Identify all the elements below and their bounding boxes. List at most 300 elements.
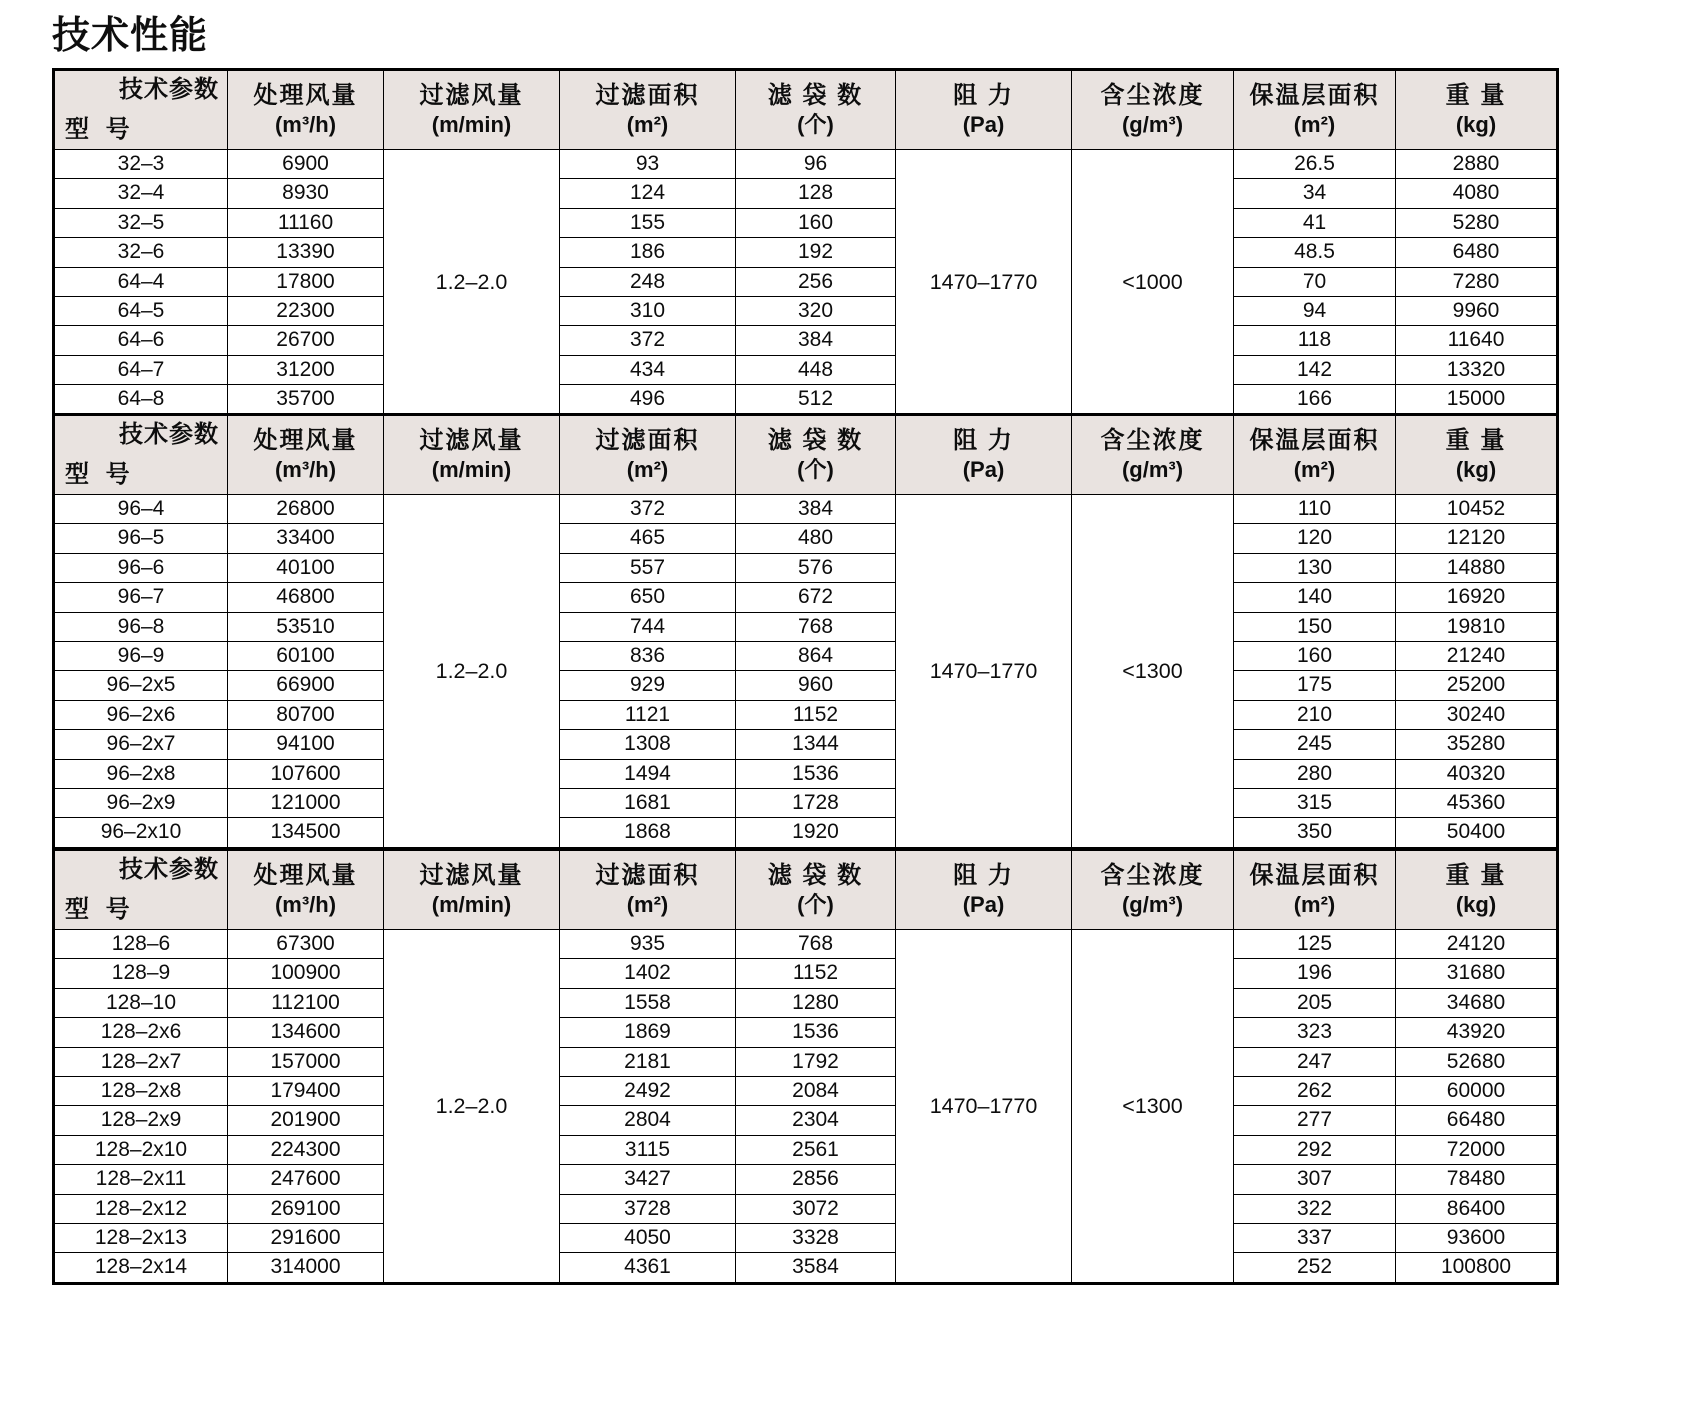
header-flow-unit: (m³/h)	[274, 892, 337, 918]
cell-filter-area: 372	[560, 495, 736, 524]
cell-weight: 24120	[1396, 930, 1558, 959]
cell-weight: 66480	[1396, 1106, 1558, 1135]
header-insulation-unit: (m²)	[1293, 457, 1336, 483]
cell-insulation: 34	[1234, 179, 1396, 208]
header-flow	[228, 70, 384, 150]
cell-filter-area: 434	[560, 355, 736, 384]
header-dust-unit: (g/m³)	[1121, 457, 1184, 483]
table-2-body	[54, 495, 1558, 849]
header-insulation-unit: (m²)	[1293, 892, 1336, 918]
cell-insulation: 150	[1234, 612, 1396, 641]
header-resistance-unit: (Pa)	[962, 457, 1005, 483]
cell-weight: 19810	[1396, 612, 1558, 641]
cell-bags: 480	[736, 524, 896, 553]
header-filter-area	[560, 850, 736, 930]
header-resistance	[896, 70, 1072, 150]
table-2-header	[54, 415, 1558, 495]
cell-filter-area: 186	[560, 238, 736, 267]
header-dust	[1072, 850, 1234, 930]
table-row	[54, 930, 1558, 959]
cell-flow: 40100	[228, 553, 384, 582]
header-weight-name: 重 量	[1445, 82, 1507, 110]
header-bags-unit: (个)	[797, 892, 834, 918]
cell-flow: 26700	[228, 326, 384, 355]
cell-weight: 31680	[1396, 959, 1558, 988]
cell-flow: 121000	[228, 789, 384, 818]
cell-filter-area: 1558	[560, 988, 736, 1017]
cell-weight: 72000	[1396, 1135, 1558, 1164]
header-bags	[736, 850, 896, 930]
cell-flow: 66900	[228, 671, 384, 700]
cell-bags: 384	[736, 495, 896, 524]
header-flow-unit: (m³/h)	[274, 112, 337, 138]
cell-model: 64–6	[54, 326, 228, 355]
cell-bags: 768	[736, 930, 896, 959]
spec-table-1-wrapper	[52, 68, 1559, 417]
header-filter-speed-unit: (m/min)	[431, 457, 512, 483]
header-weight-name: 重 量	[1445, 862, 1507, 890]
header-insulation-unit: (m²)	[1293, 112, 1336, 138]
cell-flow: 80700	[228, 700, 384, 729]
cell-bags: 1792	[736, 1047, 896, 1076]
table-row	[54, 326, 1558, 355]
cell-insulation: 307	[1234, 1165, 1396, 1194]
corner-bottom-label: 型 号	[65, 116, 135, 143]
table-row	[54, 612, 1558, 641]
cell-model: 96–8	[54, 612, 228, 641]
cell-bags: 1920	[736, 818, 896, 848]
cell-bags: 1536	[736, 1018, 896, 1047]
header-resistance-name: 阻 力	[953, 82, 1014, 110]
cell-filter-area: 155	[560, 208, 736, 237]
header-filter-area-unit: (m²)	[626, 457, 669, 483]
cell-model: 128–2x12	[54, 1194, 228, 1223]
cell-resistance: 1470–1770	[896, 930, 1072, 1284]
cell-bags: 320	[736, 297, 896, 326]
table-3-body	[54, 930, 1558, 1284]
cell-bags: 1152	[736, 959, 896, 988]
header-resistance-unit: (Pa)	[962, 892, 1005, 918]
cell-filter-speed: 1.2–2.0	[384, 495, 560, 849]
cell-model: 128–2x14	[54, 1253, 228, 1283]
cell-model: 128–9	[54, 959, 228, 988]
cell-insulation: 26.5	[1234, 150, 1396, 179]
cell-filter-area: 1869	[560, 1018, 736, 1047]
header-weight	[1396, 850, 1558, 930]
header-flow	[228, 415, 384, 495]
header-weight-unit: (kg)	[1455, 457, 1497, 483]
table-row	[54, 818, 1558, 848]
cell-flow: 67300	[228, 930, 384, 959]
header-filter-speed-name: 过滤风量	[419, 862, 524, 890]
table-1-body	[54, 150, 1558, 416]
cell-insulation: 70	[1234, 267, 1396, 296]
table-row	[54, 642, 1558, 671]
cell-flow: 100900	[228, 959, 384, 988]
table-row	[54, 1106, 1558, 1135]
cell-model: 96–2x10	[54, 818, 228, 848]
header-resistance	[896, 850, 1072, 930]
cell-model: 64–4	[54, 267, 228, 296]
cell-model: 64–7	[54, 355, 228, 384]
cell-insulation: 205	[1234, 988, 1396, 1017]
cell-filter-area: 1308	[560, 730, 736, 759]
header-filter-speed	[384, 70, 560, 150]
header-flow-unit: (m³/h)	[274, 457, 337, 483]
header-insulation-name: 保温层面积	[1249, 427, 1380, 455]
cell-bags: 768	[736, 612, 896, 641]
table-row	[54, 1018, 1558, 1047]
header-dust	[1072, 70, 1234, 150]
header-flow-name: 处理风量	[253, 82, 358, 110]
cell-weight: 6480	[1396, 238, 1558, 267]
table-row	[54, 988, 1558, 1017]
cell-bags: 3584	[736, 1253, 896, 1283]
spec-table-2-wrapper	[52, 413, 1559, 850]
cell-flow: 26800	[228, 495, 384, 524]
cell-insulation: 262	[1234, 1077, 1396, 1106]
cell-flow: 179400	[228, 1077, 384, 1106]
spec-table-3	[52, 848, 1559, 1285]
cell-flow: 33400	[228, 524, 384, 553]
cell-bags: 672	[736, 583, 896, 612]
header-bags	[736, 70, 896, 150]
cell-flow: 35700	[228, 385, 384, 415]
cell-filter-area: 248	[560, 267, 736, 296]
table-row	[54, 1047, 1558, 1076]
cell-filter-area: 2804	[560, 1106, 736, 1135]
cell-flow: 157000	[228, 1047, 384, 1076]
cell-filter-area: 4361	[560, 1253, 736, 1283]
cell-bags: 576	[736, 553, 896, 582]
cell-bags: 512	[736, 385, 896, 415]
cell-weight: 43920	[1396, 1018, 1558, 1047]
cell-flow: 6900	[228, 150, 384, 179]
cell-insulation: 160	[1234, 642, 1396, 671]
table-row	[54, 355, 1558, 384]
cell-bags: 3328	[736, 1224, 896, 1253]
cell-weight: 14880	[1396, 553, 1558, 582]
cell-model: 128–6	[54, 930, 228, 959]
header-filter-area-unit: (m²)	[626, 892, 669, 918]
cell-flow: 134500	[228, 818, 384, 848]
cell-filter-area: 557	[560, 553, 736, 582]
header-flow-name: 处理风量	[253, 427, 358, 455]
cell-filter-area: 2492	[560, 1077, 736, 1106]
header-weight-name: 重 量	[1445, 427, 1507, 455]
header-filter-speed	[384, 415, 560, 495]
cell-model: 96–2x6	[54, 700, 228, 729]
cell-filter-speed: 1.2–2.0	[384, 150, 560, 416]
header-insulation	[1234, 850, 1396, 930]
header-dust-unit: (g/m³)	[1121, 112, 1184, 138]
cell-insulation: 110	[1234, 495, 1396, 524]
cell-model: 96–6	[54, 553, 228, 582]
header-weight	[1396, 70, 1558, 150]
table-row	[54, 1077, 1558, 1106]
cell-weight: 34680	[1396, 988, 1558, 1017]
table-row	[54, 150, 1558, 179]
header-bags-unit: (个)	[797, 457, 834, 483]
cell-weight: 16920	[1396, 583, 1558, 612]
cell-bags: 864	[736, 642, 896, 671]
cell-filter-area: 372	[560, 326, 736, 355]
table-row	[54, 583, 1558, 612]
header-filter-area	[560, 70, 736, 150]
header-filter-speed-unit: (m/min)	[431, 112, 512, 138]
table-row	[54, 267, 1558, 296]
cell-flow: 269100	[228, 1194, 384, 1223]
corner-header-cell	[54, 850, 228, 930]
cell-insulation: 210	[1234, 700, 1396, 729]
cell-weight: 78480	[1396, 1165, 1558, 1194]
cell-filter-area: 935	[560, 930, 736, 959]
spec-table-2	[52, 413, 1559, 850]
cell-weight: 12120	[1396, 524, 1558, 553]
cell-filter-area: 310	[560, 297, 736, 326]
header-bags-name: 滤 袋 数	[767, 82, 864, 110]
table-row	[54, 759, 1558, 788]
cell-filter-area: 496	[560, 385, 736, 415]
cell-weight: 100800	[1396, 1253, 1558, 1283]
cell-model: 96–2x8	[54, 759, 228, 788]
header-insulation	[1234, 415, 1396, 495]
cell-insulation: 120	[1234, 524, 1396, 553]
cell-insulation: 196	[1234, 959, 1396, 988]
cell-weight: 7280	[1396, 267, 1558, 296]
cell-weight: 25200	[1396, 671, 1558, 700]
cell-weight: 50400	[1396, 818, 1558, 848]
cell-flow: 134600	[228, 1018, 384, 1047]
table-row	[54, 495, 1558, 524]
cell-model: 64–5	[54, 297, 228, 326]
cell-filter-area: 744	[560, 612, 736, 641]
corner-bottom-label: 型 号	[65, 896, 135, 923]
cell-insulation: 166	[1234, 385, 1396, 415]
cell-model: 128–2x9	[54, 1106, 228, 1135]
header-resistance	[896, 415, 1072, 495]
cell-flow: 112100	[228, 988, 384, 1017]
cell-bags: 96	[736, 150, 896, 179]
page-title: 技术性能	[52, 15, 209, 57]
cell-model: 32–6	[54, 238, 228, 267]
cell-bags: 2084	[736, 1077, 896, 1106]
header-bags-unit: (个)	[797, 112, 834, 138]
cell-flow: 107600	[228, 759, 384, 788]
table-row	[54, 671, 1558, 700]
corner-header-cell	[54, 415, 228, 495]
cell-resistance: 1470–1770	[896, 150, 1072, 416]
spec-table-3-wrapper	[52, 848, 1559, 1285]
cell-insulation: 140	[1234, 583, 1396, 612]
cell-insulation: 245	[1234, 730, 1396, 759]
header-row	[54, 415, 1558, 495]
header-flow-name: 处理风量	[253, 862, 358, 890]
cell-flow: 17800	[228, 267, 384, 296]
table-row	[54, 730, 1558, 759]
table-row	[54, 297, 1558, 326]
cell-weight: 4080	[1396, 179, 1558, 208]
cell-insulation: 247	[1234, 1047, 1396, 1076]
header-filter-speed-unit: (m/min)	[431, 892, 512, 918]
cell-model: 96–2x9	[54, 789, 228, 818]
cell-filter-area: 124	[560, 179, 736, 208]
table-1-header	[54, 70, 1558, 150]
cell-model: 96–4	[54, 495, 228, 524]
cell-filter-area: 2181	[560, 1047, 736, 1076]
cell-flow: 22300	[228, 297, 384, 326]
cell-filter-area: 3115	[560, 1135, 736, 1164]
cell-insulation: 280	[1234, 759, 1396, 788]
cell-flow: 53510	[228, 612, 384, 641]
header-dust	[1072, 415, 1234, 495]
header-filter-area-name: 过滤面积	[595, 427, 700, 455]
cell-insulation: 175	[1234, 671, 1396, 700]
cell-bags: 1280	[736, 988, 896, 1017]
header-insulation-name: 保温层面积	[1249, 862, 1380, 890]
cell-filter-area: 1494	[560, 759, 736, 788]
header-dust-name: 含尘浓度	[1100, 82, 1205, 110]
cell-flow: 11160	[228, 208, 384, 237]
cell-filter-area: 650	[560, 583, 736, 612]
table-row	[54, 553, 1558, 582]
table-row	[54, 524, 1558, 553]
cell-weight: 93600	[1396, 1224, 1558, 1253]
table-3-header	[54, 850, 1558, 930]
header-filter-area-name: 过滤面积	[595, 862, 700, 890]
cell-insulation: 252	[1234, 1253, 1396, 1283]
header-flow	[228, 850, 384, 930]
cell-flow: 60100	[228, 642, 384, 671]
header-filter-speed-name: 过滤风量	[419, 427, 524, 455]
cell-model: 32–5	[54, 208, 228, 237]
cell-weight: 52680	[1396, 1047, 1558, 1076]
cell-filter-area: 836	[560, 642, 736, 671]
cell-dust: <1300	[1072, 495, 1234, 849]
cell-model: 128–2x8	[54, 1077, 228, 1106]
cell-bags: 160	[736, 208, 896, 237]
cell-filter-area: 93	[560, 150, 736, 179]
cell-weight: 13320	[1396, 355, 1558, 384]
table-row	[54, 385, 1558, 415]
cell-flow: 46800	[228, 583, 384, 612]
cell-model: 32–4	[54, 179, 228, 208]
cell-filter-area: 4050	[560, 1224, 736, 1253]
cell-model: 128–10	[54, 988, 228, 1017]
cell-bags: 1728	[736, 789, 896, 818]
cell-filter-speed: 1.2–2.0	[384, 930, 560, 1284]
cell-flow: 291600	[228, 1224, 384, 1253]
cell-filter-area: 465	[560, 524, 736, 553]
cell-insulation: 292	[1234, 1135, 1396, 1164]
cell-insulation: 142	[1234, 355, 1396, 384]
header-filter-speed	[384, 850, 560, 930]
table-row	[54, 789, 1558, 818]
header-resistance-unit: (Pa)	[962, 112, 1005, 138]
cell-weight: 30240	[1396, 700, 1558, 729]
cell-flow: 314000	[228, 1253, 384, 1283]
corner-header-cell	[54, 70, 228, 150]
cell-resistance: 1470–1770	[896, 495, 1072, 849]
cell-model: 128–2x11	[54, 1165, 228, 1194]
corner-bottom-label: 型 号	[65, 461, 135, 488]
cell-model: 96–2x7	[54, 730, 228, 759]
cell-bags: 2304	[736, 1106, 896, 1135]
cell-weight: 60000	[1396, 1077, 1558, 1106]
cell-weight: 35280	[1396, 730, 1558, 759]
table-row	[54, 208, 1558, 237]
cell-model: 128–2x10	[54, 1135, 228, 1164]
cell-flow: 224300	[228, 1135, 384, 1164]
cell-flow: 94100	[228, 730, 384, 759]
cell-insulation: 350	[1234, 818, 1396, 848]
cell-model: 96–2x5	[54, 671, 228, 700]
cell-flow: 13390	[228, 238, 384, 267]
cell-dust: <1000	[1072, 150, 1234, 416]
cell-model: 32–3	[54, 150, 228, 179]
cell-filter-area: 1121	[560, 700, 736, 729]
cell-bags: 960	[736, 671, 896, 700]
cell-bags: 1344	[736, 730, 896, 759]
cell-model: 128–2x6	[54, 1018, 228, 1047]
header-weight-unit: (kg)	[1455, 112, 1497, 138]
cell-flow: 31200	[228, 355, 384, 384]
header-filter-area-unit: (m²)	[626, 112, 669, 138]
cell-filter-area: 3427	[560, 1165, 736, 1194]
cell-weight: 10452	[1396, 495, 1558, 524]
table-row	[54, 1165, 1558, 1194]
cell-filter-area: 3728	[560, 1194, 736, 1223]
header-bags	[736, 415, 896, 495]
cell-flow: 201900	[228, 1106, 384, 1135]
header-row	[54, 70, 1558, 150]
table-row	[54, 1194, 1558, 1223]
header-dust-name: 含尘浓度	[1100, 427, 1205, 455]
header-filter-area-name: 过滤面积	[595, 82, 700, 110]
cell-filter-area: 1681	[560, 789, 736, 818]
cell-weight: 5280	[1396, 208, 1558, 237]
cell-bags: 2561	[736, 1135, 896, 1164]
cell-model: 128–2x13	[54, 1224, 228, 1253]
cell-insulation: 48.5	[1234, 238, 1396, 267]
cell-model: 96–9	[54, 642, 228, 671]
cell-insulation: 337	[1234, 1224, 1396, 1253]
cell-bags: 3072	[736, 1194, 896, 1223]
cell-model: 64–8	[54, 385, 228, 415]
cell-flow: 8930	[228, 179, 384, 208]
cell-model: 96–7	[54, 583, 228, 612]
cell-model: 128–2x7	[54, 1047, 228, 1076]
header-row	[54, 850, 1558, 930]
cell-insulation: 322	[1234, 1194, 1396, 1223]
table-row	[54, 179, 1558, 208]
header-bags-name: 滤 袋 数	[767, 862, 864, 890]
header-resistance-name: 阻 力	[953, 427, 1014, 455]
cell-weight: 15000	[1396, 385, 1558, 415]
cell-weight: 40320	[1396, 759, 1558, 788]
cell-insulation: 130	[1234, 553, 1396, 582]
cell-bags: 384	[736, 326, 896, 355]
header-weight-unit: (kg)	[1455, 892, 1497, 918]
cell-dust: <1300	[1072, 930, 1234, 1284]
header-filter-speed-name: 过滤风量	[419, 82, 524, 110]
spec-table-1	[52, 68, 1559, 417]
header-dust-unit: (g/m³)	[1121, 892, 1184, 918]
cell-weight: 2880	[1396, 150, 1558, 179]
cell-weight: 21240	[1396, 642, 1558, 671]
cell-insulation: 323	[1234, 1018, 1396, 1047]
cell-bags: 192	[736, 238, 896, 267]
